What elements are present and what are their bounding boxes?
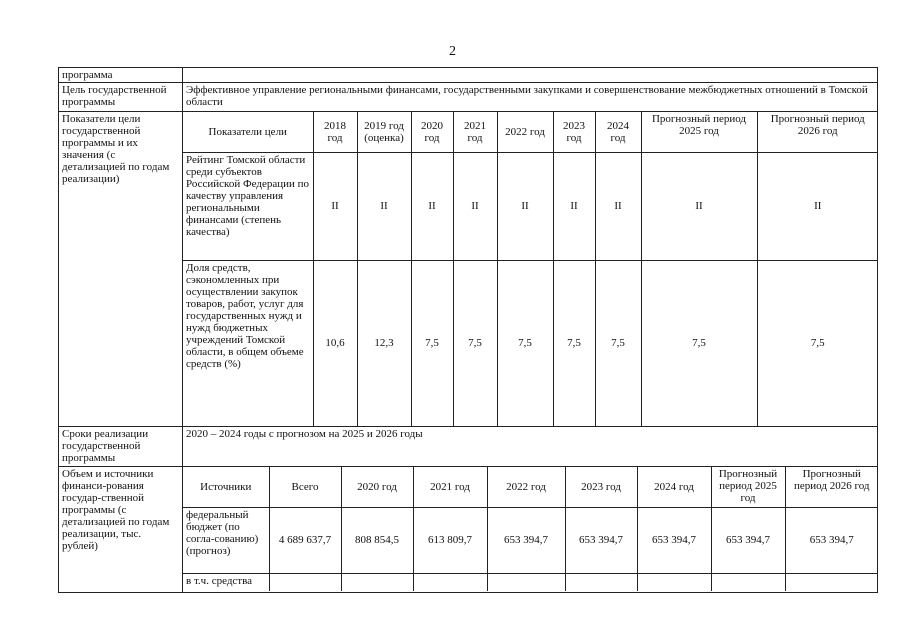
program-passport-table bbox=[58, 67, 878, 593]
goal-text: Эффективное управление региональными финансами, государственными закупками и совершенствование межбюджетных отношений в Томской области bbox=[183, 83, 878, 112]
indicator-value: 7,5 bbox=[497, 260, 553, 426]
indicator-value: II bbox=[553, 152, 595, 260]
indicators-header: 2021 год bbox=[453, 112, 497, 152]
indicator-value: 7,5 bbox=[810, 337, 825, 350]
indicator-value: II bbox=[757, 152, 878, 260]
funding-value: 653 394,7 bbox=[637, 507, 711, 573]
indicators-header-row bbox=[183, 112, 878, 152]
indicator-value: 7,5 bbox=[553, 260, 595, 426]
deadline-text: 2020 – 2024 годы с прогнозом на 2025 и 2026 годы bbox=[183, 427, 878, 467]
funding-value bbox=[637, 573, 711, 591]
indicators-header: Прогнозный период 2025 год bbox=[641, 112, 757, 152]
indicator-value: II bbox=[411, 152, 453, 260]
indicator-value: 7,5 bbox=[595, 260, 641, 426]
program-continuation-row bbox=[59, 68, 878, 83]
funding-value: 613 809,7 bbox=[413, 507, 487, 573]
funding-value: 653 394,7 bbox=[711, 507, 785, 573]
indicator-value: 7,5 bbox=[411, 260, 453, 426]
goal-label: Цель государственной программы bbox=[59, 83, 183, 112]
indicator-value: II bbox=[313, 152, 357, 260]
indicator-value: II bbox=[453, 152, 497, 260]
funding-header: Прогнозный период 2026 год bbox=[785, 467, 878, 507]
indicators-table bbox=[183, 112, 878, 426]
indicators-header: 2020 год bbox=[411, 112, 453, 152]
table-row bbox=[183, 573, 878, 591]
indicators-header: Показатели цели bbox=[183, 112, 313, 152]
funding-value: 653 394,7 bbox=[487, 507, 565, 573]
indicator-value: 7,5 bbox=[453, 260, 497, 426]
funding-value: 4 689 637,7 bbox=[269, 507, 341, 573]
indicators-header: 2018 год bbox=[313, 112, 357, 152]
funding-header: Прогнозный период 2025 год bbox=[711, 467, 785, 507]
funding-header: 2021 год bbox=[413, 467, 487, 507]
indicators-row bbox=[59, 112, 878, 427]
indicator-value: 12,3 bbox=[357, 260, 411, 426]
funding-header-row bbox=[183, 467, 878, 507]
funding-value bbox=[413, 573, 487, 591]
funding-value: 653 394,7 bbox=[565, 507, 637, 573]
funding-header: 2023 год bbox=[565, 467, 637, 507]
program-label: программа bbox=[59, 68, 183, 83]
funding-value: 808 854,5 bbox=[341, 507, 413, 573]
indicator-name: Доля средств, сэкономленных при осуществлении закупок товаров, работ, услуг для государственных нужд и нужд бюджетных учреждений Томской области, в общем объеме средств (%) bbox=[183, 260, 313, 426]
table-row bbox=[183, 260, 878, 426]
indicators-label: Показатели цели государственной программы и их значения (с детализацией по годам реализации) bbox=[59, 112, 183, 427]
funding-header: Источники bbox=[183, 467, 269, 507]
funding-source: в т.ч. средства bbox=[183, 573, 269, 591]
indicator-value: 10,6 bbox=[313, 260, 357, 426]
funding-value: 653 394,7 bbox=[785, 507, 878, 573]
funding-table bbox=[183, 467, 878, 591]
indicator-name: Рейтинг Томской области среди субъектов Российской Федерации по качеству управления региональными финансами (степень качества) bbox=[183, 152, 313, 260]
funding-value bbox=[487, 573, 565, 591]
funding-value bbox=[565, 573, 637, 591]
funding-header: Всего bbox=[269, 467, 341, 507]
indicator-value: II bbox=[357, 152, 411, 260]
funding-header: 2024 год bbox=[637, 467, 711, 507]
program-empty-cell bbox=[183, 68, 878, 83]
page-number: 2 bbox=[449, 44, 456, 59]
funding-value bbox=[269, 573, 341, 591]
deadline-label: Сроки реализации государственной программы bbox=[59, 427, 183, 467]
table-row bbox=[183, 507, 878, 573]
funding-value bbox=[785, 573, 878, 591]
deadline-row bbox=[59, 427, 878, 467]
indicators-header: 2022 год bbox=[497, 112, 553, 152]
funding-source: федеральный бюджет (по согла-сованию) (прогноз) bbox=[183, 507, 269, 573]
funding-header: 2022 год bbox=[487, 467, 565, 507]
indicator-value: II bbox=[497, 152, 553, 260]
funding-header: 2020 год bbox=[341, 467, 413, 507]
indicator-value: II bbox=[595, 152, 641, 260]
indicator-value: II bbox=[641, 152, 757, 260]
table-row bbox=[183, 152, 878, 260]
funding-value bbox=[341, 573, 413, 591]
funding-row bbox=[59, 467, 878, 593]
indicators-header: 2023 год bbox=[553, 112, 595, 152]
funding-label: Объем и источники финанси-рования государ-ственной программы (с детализацией по годам реализации, тыс. рублей) bbox=[59, 467, 183, 593]
indicator-value: 7,5 bbox=[641, 260, 757, 426]
indicators-header: 2024 год bbox=[595, 112, 641, 152]
indicators-header: 2019 год (оценка) bbox=[357, 112, 411, 152]
funding-value bbox=[711, 573, 785, 591]
indicators-header: Прогнозный период 2026 год bbox=[757, 112, 878, 152]
goal-row bbox=[59, 83, 878, 112]
